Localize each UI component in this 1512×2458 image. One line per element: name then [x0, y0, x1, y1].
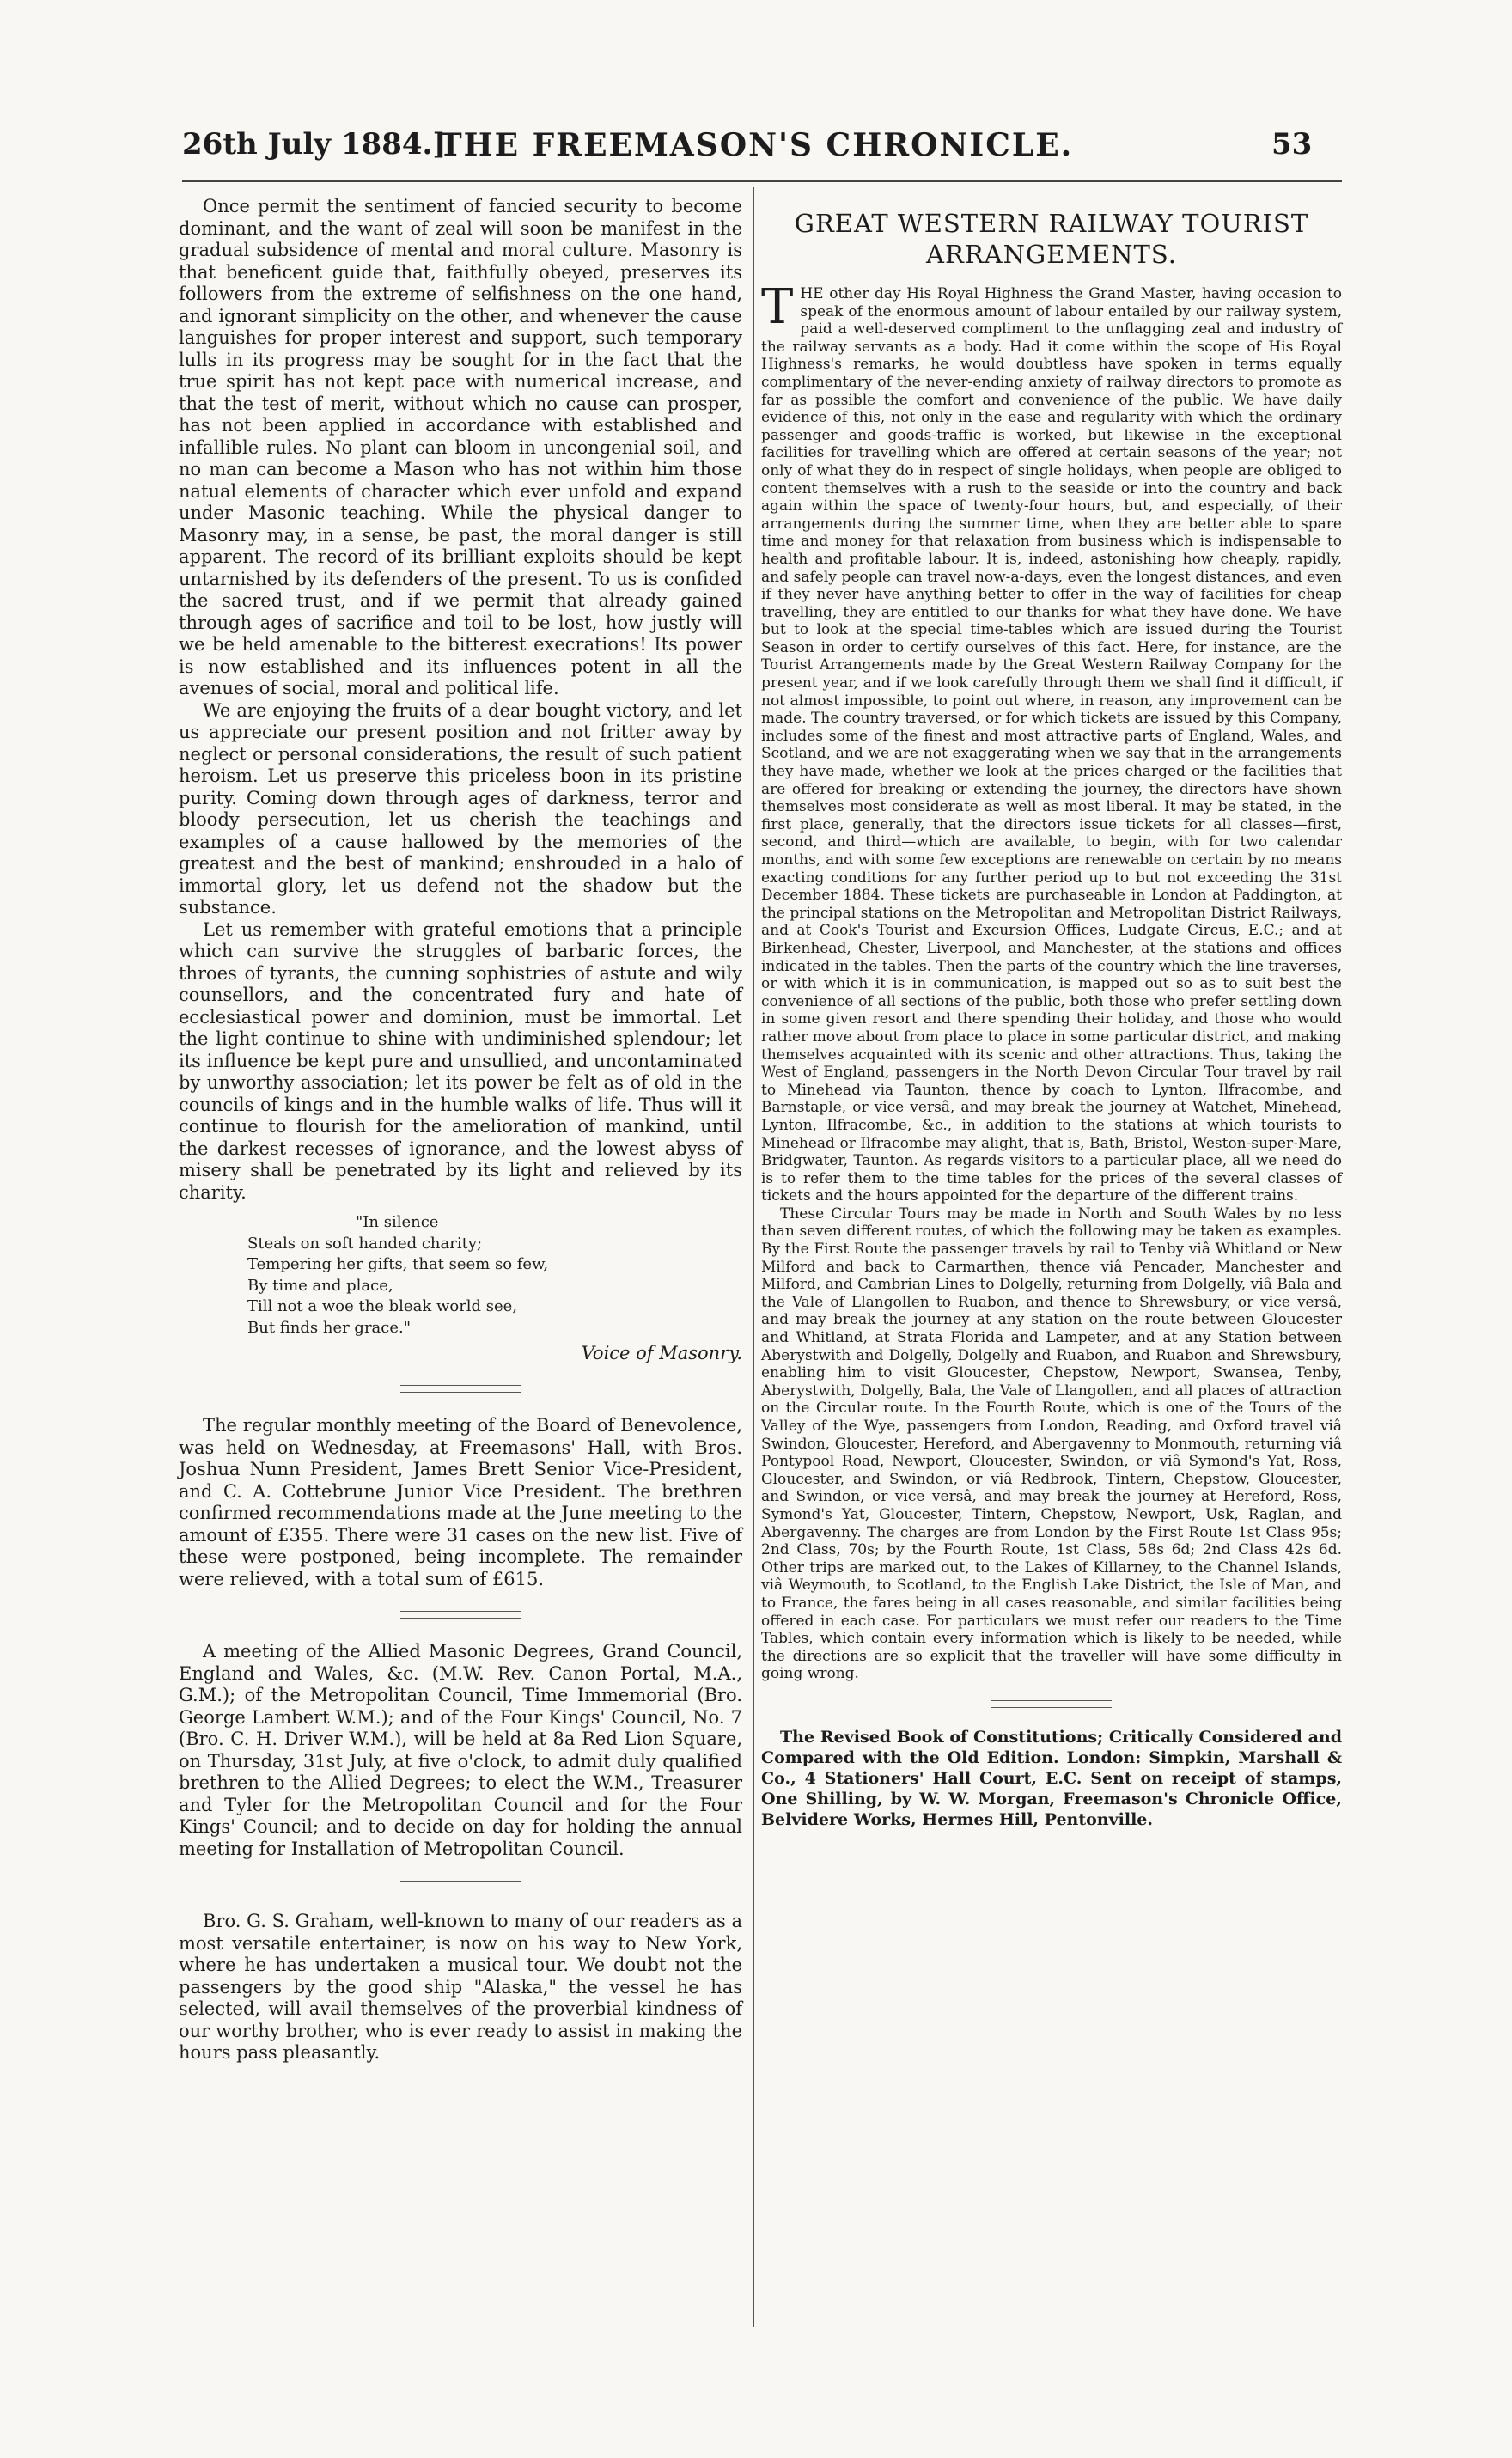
- masonry-paragraph-3: Let us remember with grateful emotions that a principle which can survive the struggles of barbaric forces, the throes of tyrants, the cunning sophistries of astute and wily counsellors, and the concentrated fury and hate of ecclesiastical power and dominion, must be immortal. Let the light continue to shine with undiminished splendour; let its influence be kept pure and unsullied, and uncontaminated by unworthy association; let its power be felt as of old in the councils of kings and in the humble walks of life. Thus will it continue to flourish for the amelioration of mankind, until the darkest recesses of ignorance, and the lowest abyss of misery shall be penetrated by its light and relieved by its charity.: [179, 918, 742, 1203]
- masonry-paragraph-2: We are enjoying the fruits of a dear bought victory, and let us appreciate our present position and not fritter away by neglect or personal considerations, the result of such patient heroism. Let us preserve this priceless boon in its pristine purity. Coming down through ages of darkness, terror and bloody persecution, let us cherish the teachings and examples of a cause hallowed by the memories of the greatest and the best of mankind; enshrouded in a halo of immortal glory, let us defend not the shadow but the substance.: [179, 699, 742, 918]
- poem-line: Till not a woe the bleak world see,: [247, 1297, 518, 1315]
- article-title: GREAT WESTERN RAILWAY TOURIST ARRANGEMENTS.: [794, 209, 1309, 269]
- poem-line: But finds her grace.": [247, 1318, 412, 1337]
- allied-degrees-paragraph: A meeting of the Allied Masonic Degrees, Grand Council, England and Wales, &c. (M.W. Rev. Canon Portal, M.A., G.M.); of the Metropolitan Council, Time Immemorial (Bro. George Lambert W.M.); and of the Four Kings' Council, No. 7 (Bro. C. H. Driver W.M.), will be held at 8a Red Lion Square, on Thursday, 31st July, at five o'clock, to admit duly qualified brethren to the Allied Degrees; to elect the W.M., Treasurer and Tyler for the Metropolitan Council and for the Four Kings' Council; and to decide on day for holding the annual meeting for Installation of Metropolitan Council.: [179, 1641, 742, 1859]
- railway-paragraph-1: [761, 279, 1342, 1205]
- page-number: 53: [1271, 127, 1313, 162]
- railway-paragraph-2: These Circular Tours may be made in North and South Wales by no less than seven different routes, of which the following may be taken as examples. By the First Route the passenger travels by rail to Tenby viâ Whitland or New Milford and back to Carmarthen, thence viâ Pencader, Manchester and Milford, and Cambrian Lines to Dolgelly, returning from Dolgelly, viâ Bala and the Vale of Llangollen to Ruabon, and thence to Shrewsbury, or vice versâ, and may break the journey at any station on the route between Gloucester and Whitland, at Strata Florida and Lampeter, and at any Station between Aberystwith and Dolgelly, Dolgelly and Ruabon, and Ruabon and Shrewsbury, enabling him to visit Gloucester, Chepstow, Newport, Swansea, Tenby, Aberystwith, Dolgelly, Bala, the Vale of Llangollen, and all places of attraction on the Circular route. In the Fourth Route, which is one of the Tours of the Valley of the Wye, passengers from London, Reading, and Oxford travel viâ Swindon, Gloucester, Hereford, and Abergavenny to Monmouth, returning viâ Pontypool Road, Newport, Gloucester, Swindon, or viâ Symond's Yat, Ross, Gloucester, and Swindon, or viâ Redbrook, Tintern, Chepstow, Gloucester, and Swindon, or vice versâ, and may break the journey at Hereford, Ross, Symond's Yat, Gloucester, Tintern, Chepstow, Newport, Usk, Raglan, and Abergavenny. The charges are from London by the First Route 1st Class 95s; 2nd Class, 70s; by the Fourth Route, 1st Class, 58s 6d; 2nd Class 42s 6d. Other trips are marked out, to the Lakes of Killarney, to the Channel Islands, viâ Weymouth, to Scotland, to the English Lake District, the Isle of Man, and to France, the fares being in all cases reasonable, and similar facilities being offered in each case. For particulars we must refer our readers to the Time Tables, which contain every information which is likely to be needed, while the directions are so explicit that the traveller will have some difficulty in going wrong.: [761, 1205, 1342, 1683]
- poem-line: "In silence: [356, 1213, 439, 1231]
- header-rule: [182, 180, 1342, 182]
- section-separator: [400, 1611, 521, 1619]
- page-header: [0, 127, 1512, 170]
- graham-paragraph: Bro. G. S. Graham, well-known to many of our readers as a most versatile entertainer, is now on his way to New York, where he has undertaken a musical tour. We doubt not the passengers by the good ship "Alaska," the vessel he has selected, will avail themselves of the proverbial kindness of our worthy brother, who is ever ready to assist in making the hours pass pleasantly.: [179, 1911, 742, 2063]
- drop-cap: T: [761, 279, 794, 335]
- right-column: [761, 203, 1342, 1830]
- section-separator: [991, 1700, 1112, 1708]
- poem-line: By time and place,: [247, 1276, 393, 1295]
- left-column: [179, 196, 742, 2065]
- issue-date: 26th July 1884.]: [182, 127, 447, 162]
- masonry-paragraph-1: Once permit the sentiment of fancied security to become dominant, and the want of zeal will soon be manifest in the gradual subsidence of mental and moral culture. Masonry is that beneficent guide that, faithfully obeyed, preserves its followers from the extreme of selfishness on the one hand, and ignorant simplicity on the other, and whenever the cause languishes for proper interest and support, such temporary lulls in its progress may be sought for in the fact that the true spirit has not kept pace with numerical increase, and that the test of merit, without which no cause can prosper, has not been applied in accordance with established and infallible rules. No plant can bloom in uncongenial soil, and no man can become a Mason who has not within him those natual elements of character which ever unfold and expand under Masonic teaching. While the physical danger to Masonry may, in a sense, be past, the moral danger is still apparent. The record of its brilliant exploits should be kept untarnished by its defenders of the present. To us is confided the sacred trust, and if we permit that already gained through ages of sacrifice and toil to be lost, how justly will we be held amenable to the bitterest execrations! Its power is now established and its influences potent in all the avenues of social, moral and political life.: [179, 196, 742, 698]
- poem-line: Tempering her gifts, that seem so few,: [247, 1255, 549, 1273]
- publication-title: THE FREEMASON'S CHRONICLE.: [438, 127, 1074, 163]
- benevolence-paragraph: The regular monthly meeting of the Board of Benevolence, was held on Wednesday, at Freemasons' Hall, with Bros. Joshua Nunn President, James Brett Senior Vice-President, and C. A. Cottebrune Junior Vice President. The brethren confirmed recommendations made at the June meeting to the amount of £355. There were 31 cases on the new list. Five of these were postponed, being incomplete. The remainder were relieved, with a total sum of £615.: [179, 1415, 742, 1589]
- attribution: Voice of Masonry.: [581, 1343, 742, 1363]
- section-separator: [400, 1881, 521, 1888]
- column-divider: [753, 187, 754, 2327]
- railway-paragraph-1-text: HE other day His Royal Highness the Grand Master, having occasion to speak of the enormous amount of labour entailed by our railway system, paid a well-deserved compliment to the unflagging zeal and industry of the railway servants as a body. Had it come within the scope of His Royal Highness's remarks, he would doubtless have spoken in terms equally complimentary of the never-ending anxiety of railway directors to promote as far as possible the comfort and convenience of the public. We have daily evidence of this, not only in the ease and regularity with which the ordinary passenger and goods-traffic is worked, but likewise in the exceptional facilities for travelling which are offered at certain seasons of the year; not only of what they do in respect of single holidays, when people are obliged to content themselves with a rush to the seaside or into the country and back again within the space of twenty-four hours, but, and especially, of their arrangements during the summer time, when they are better able to spare time and money for that relaxation from business which is indispensable to health and profitable labour. It is, indeed, astonishing how cheaply, rapidly, and safely people can travel now-a-days, even the longest distances, and even if they never have anything better to offer in the way of facilities for cheap travelling, they are entitled to our thanks for what they have done. We have but to look at the special time-tables which are issued during the Tourist Season in order to certify ourselves of this fact. Here, for instance, are the Tourist Arrangements made by the Great Western Railway Company for the present year, and if we look carefully through them we shall find it difficult, if not almost impossible, to point out where, in reason, any improvement can be made. The country traversed, or for which tickets are issued by this Company, includes some of the finest and most attractive parts of England, Wales, and Scotland, and we are not exaggerating when we say that in the arrangements they have made, whether we look at the prices charged or the facilities that are offered for breaking or extending the journey, the directors have shown themselves most considerate as well as most liberal. It may be stated, in the first place, generally, that the directors issue tickets for all classes—first, second, and third—which are available, to begin, with for two calendar months, and with some few exceptions are renewable on certain by no means exacting conditions for any further period up to but not exceeding the 31st December 1884. These tickets are purchaseable in London at Paddington, at the principal stations on the Metropolitan and Metropolitan District Railways, and at Cook's Tourist and Excursion Offices, Ludgate Circus, E.C.; and at Birkenhead, Chester, Liverpool, and Manchester, at the stations and offices indicated in the tables. Then the parts of the country which the line traverses, or with which it is in communication, is mapped out so as to suit best the convenience of all sections of the public, both those who prefer settling down in some given resort and there spending their holiday, and those who would rather move about from place to place in some particular district, and making themselves acquainted with its scenic and other attractions. Thus, taking the West of England, passengers in the North Devon Circular Tour travel by rail to Minehead via Taunton, thence by coach to Lynton, Ilfracombe, and Barnstaple, or vice versâ, and may break the journey at Watchet, Minehead, Lynton, Ilfracombe, &c., in addition to the stations at which tourists to Minehead or Ilfracombe may alight, that is, Bath, Bristol, Weston-super-Mare, Bridgwater, Taunton. As regards visitors to a particular place, all we need do is to refer them to the time tables for the prices of the several classes of tickets and the hours appointed for the departure of the different trains.: [761, 285, 1342, 1205]
- section-separator: [400, 1385, 521, 1393]
- book-advertisement: The Revised Book of Constitutions; Critically Considered and Compared with the Old Edition. London: Simpkin, Marshall & Co., 4 Stationers' Hall Court, E.C. Sent on receipt of stamps, One Shilling, by W. W. Morgan, Freemason's Chronicle Office, Belvidere Works, Hermes Hill, Pentonville.: [761, 1727, 1342, 1829]
- poem-line: Steals on soft handed charity;: [247, 1234, 483, 1253]
- poem: [247, 1212, 742, 1339]
